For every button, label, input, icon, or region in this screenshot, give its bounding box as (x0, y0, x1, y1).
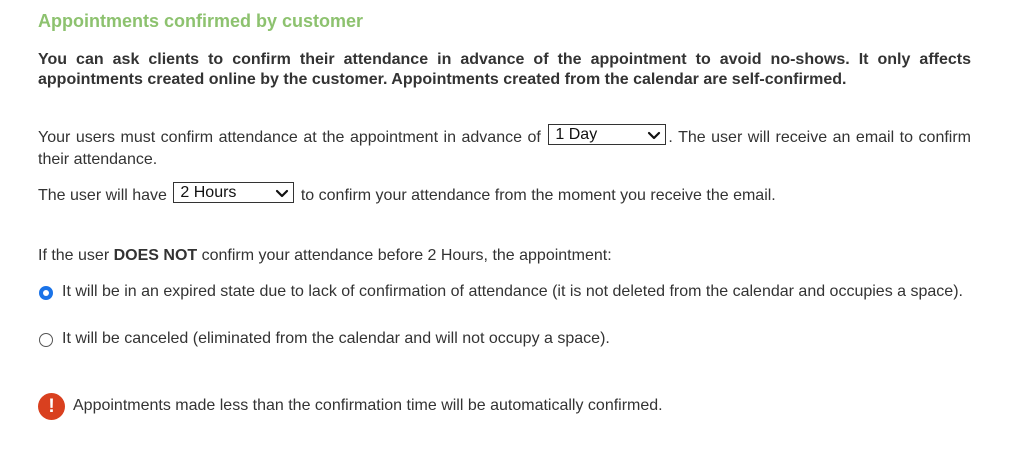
section-title: Appointments confirmed by customer (38, 11, 364, 31)
unconfirmed-suffix: confirm your attendance before 2 Hours, the appointment: (201, 247, 612, 264)
chevron-down-icon (647, 128, 661, 142)
option-expired[interactable] (38, 282, 972, 301)
window-text-after: to confirm your attendance from the moment you receive the email. (300, 187, 776, 204)
section-description: You can ask clients to confirm their attendance in advance of the appointment to avoid no-shows. It only affects appointments created online by the customer. Appointments created from the calendar are self-confirmed. (38, 51, 971, 88)
exclamation-icon: ! (38, 393, 65, 420)
option-canceled[interactable] (38, 329, 972, 348)
unconfirmed-heading (38, 245, 612, 267)
option-expired-label: It will be in an expired state due to lack of confirmation of attendance (it is not deleted from the calendar and occupies a space). (62, 283, 963, 300)
advance-text-after: . The user will receive an email to confirm their attendance. (38, 129, 971, 168)
radio-expired[interactable] (39, 286, 53, 300)
advance-time-value: 1 Day (555, 126, 598, 143)
unconfirmed-emphasis: DOES NOT (113, 247, 198, 264)
radio-canceled[interactable] (39, 333, 53, 347)
unconfirmed-prefix: If the user (38, 247, 110, 264)
confirmation-window-select[interactable] (173, 182, 294, 203)
confirmation-window-value: 2 Hours (180, 184, 237, 201)
window-text-before: The user will have (38, 187, 167, 204)
chevron-down-icon (275, 186, 289, 200)
advance-notice-line (38, 124, 971, 171)
advance-time-select[interactable] (548, 124, 666, 145)
auto-confirm-notice: Appointments made less than the confirmation time will be automatically confirmed. (73, 397, 663, 414)
confirmation-window-line (38, 182, 971, 207)
option-canceled-label: It will be canceled (eliminated from the calendar and will not occupy a space). (62, 330, 610, 347)
advance-text-before: Your users must confirm attendance at the appointment in advance of (38, 129, 541, 146)
